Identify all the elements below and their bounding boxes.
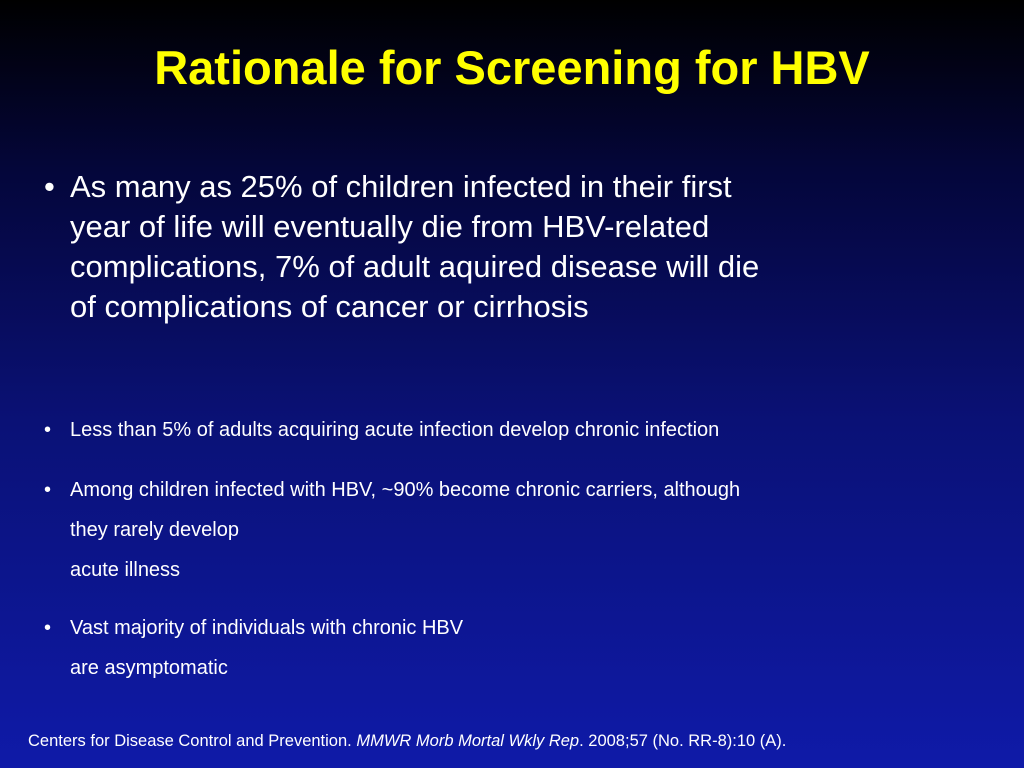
- citation-suffix: . 2008;57 (No. RR-8):10 (A).: [579, 732, 787, 750]
- bullet-item: [44, 470, 964, 590]
- slide-title: Rationale for Screening for HBV: [154, 41, 870, 94]
- main-bullet: [44, 167, 984, 327]
- main-bullet-line: year of life will eventually die from HBV-related: [70, 209, 710, 244]
- main-bullet-line: complications, 7% of adult aquired disease will die: [70, 249, 760, 284]
- bullet-text: [70, 410, 719, 450]
- bullet-text: [70, 470, 740, 590]
- bullet-dot: •: [44, 617, 52, 639]
- main-bullet-text: [70, 167, 759, 327]
- citation-journal: MMWR Morb Mortal Wkly Rep: [356, 732, 580, 750]
- bullet-line: are asymptomatic: [70, 657, 228, 679]
- bullet-item: [44, 608, 964, 688]
- main-bullet-line: As many as 25% of children infected in their first: [70, 169, 732, 204]
- bullet-text: [70, 608, 463, 688]
- bullet-dot: •: [44, 479, 52, 501]
- citation: [28, 729, 786, 753]
- bullet-line: Among children infected with HBV, ~90% become chronic carriers, although: [70, 479, 741, 501]
- bullet-dot: •: [44, 419, 52, 441]
- main-bullet-line: of complications of cancer or cirrhosis: [70, 289, 589, 324]
- bullet-line: Less than 5% of adults acquiring acute infection develop chronic infection: [70, 419, 720, 441]
- bullet-dot: •: [44, 169, 55, 204]
- citation-prefix: Centers for Disease Control and Prevention.: [28, 732, 357, 750]
- bullet-line: acute illness: [70, 559, 181, 581]
- bullet-item: [44, 410, 964, 450]
- bullet-line: Vast majority of individuals with chronic HBV: [70, 617, 464, 639]
- bullet-line: they rarely develop: [70, 519, 239, 541]
